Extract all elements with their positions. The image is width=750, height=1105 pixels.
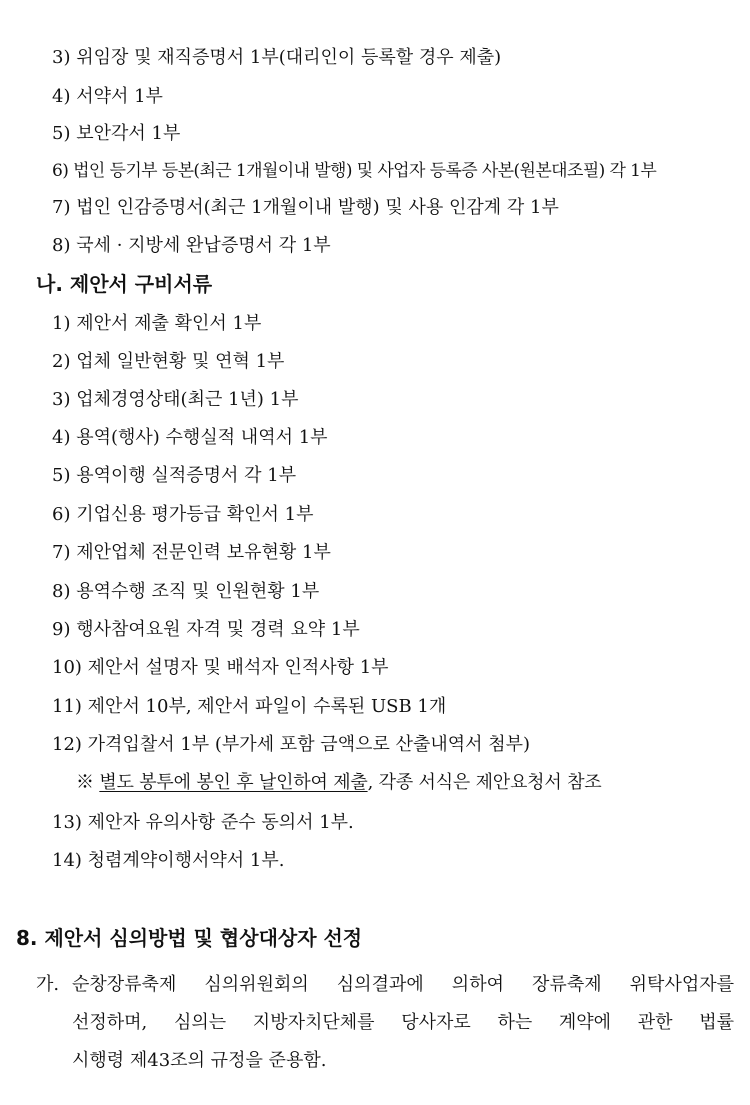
list-item xyxy=(52,580,319,604)
item-number: 4) xyxy=(52,427,71,448)
list-item xyxy=(52,312,261,336)
note-rest-text: , 각종 서식은 제안요청서 참조 xyxy=(367,772,602,793)
paragraph-label: 가. xyxy=(36,974,60,995)
list-item xyxy=(52,849,284,873)
section-heading: 나. 제안서 구비서류 xyxy=(36,272,213,296)
item-text: 행사참여요원 자격 및 경력 요약 1부 xyxy=(76,619,360,640)
section-heading: 8. 제안서 심의방법 및 협상대상자 선정 xyxy=(16,926,363,950)
note-mark: ※ xyxy=(76,772,94,793)
item-number: 8) xyxy=(52,235,71,256)
list-item xyxy=(52,695,446,719)
item-number: 9) xyxy=(52,619,71,640)
list-item xyxy=(52,656,389,680)
list-item xyxy=(52,733,530,757)
item-text: 가격입찰서 1부 (부가세 포함 금액으로 산출내역서 첨부) xyxy=(87,734,531,755)
item-number: 5) xyxy=(52,123,71,144)
item-text: 용역이행 실적증명서 각 1부 xyxy=(76,465,297,486)
item-text: 제안업체 전문인력 보유현황 1부 xyxy=(76,542,331,563)
item-text: 법인 인감증명서(최근 1개월이내 발행) 및 사용 인감계 각 1부 xyxy=(76,197,559,218)
list-item xyxy=(52,426,328,450)
item-text: 용역(행사) 수행실적 내역서 1부 xyxy=(76,427,328,448)
item-text: 법인 등기부 등본(최근 1개월이내 발행) 및 사업자 등록증 사본(원본대조필) 각 1부 xyxy=(73,161,657,181)
item-number: 5) xyxy=(52,465,71,486)
paragraph-line: 가. 순창장류축제 심의위원회의 심의결과에 의하여 장류축제 위탁사업자를 xyxy=(36,966,734,1004)
list-item xyxy=(52,122,180,146)
item-text: 업체경영상태(최근 1년) 1부 xyxy=(76,389,299,410)
item-number: 2) xyxy=(52,351,71,372)
item-text: 용역수행 조직 및 인원현황 1부 xyxy=(76,581,320,602)
item-number: 8) xyxy=(52,581,71,602)
item-number: 11) xyxy=(52,696,82,717)
list-item xyxy=(52,234,331,258)
note-line xyxy=(76,771,601,795)
list-item xyxy=(52,350,284,374)
item-text: 서약서 1부 xyxy=(76,86,163,107)
item-text: 청렴계약이행서약서 1부. xyxy=(87,850,285,871)
item-text: 제안서 제출 확인서 1부 xyxy=(76,313,262,334)
item-number: 6) xyxy=(52,504,71,525)
item-text: 제안서 10부, 제안서 파일이 수록된 USB 1개 xyxy=(87,696,447,717)
item-number: 13) xyxy=(52,812,82,833)
list-item xyxy=(52,618,360,642)
item-number: 3) xyxy=(52,47,71,68)
list-item xyxy=(52,159,656,183)
item-number: 7) xyxy=(52,542,71,563)
item-text: 위임장 및 재직증명서 1부(대리인이 등록할 경우 제출) xyxy=(76,47,502,68)
item-number: 7) xyxy=(52,197,71,218)
list-item xyxy=(52,503,314,527)
item-text: 국세 · 지방세 완납증명서 각 1부 xyxy=(76,235,331,256)
item-text: 제안자 유의사항 준수 동의서 1부. xyxy=(87,812,354,833)
item-number: 1) xyxy=(52,313,71,334)
item-text: 제안서 설명자 및 배석자 인적사항 1부 xyxy=(87,657,389,678)
item-number: 6) xyxy=(52,161,69,181)
item-number: 14) xyxy=(52,850,82,871)
item-number: 10) xyxy=(52,657,82,678)
paragraph xyxy=(36,966,734,1080)
item-text: 보안각서 1부 xyxy=(76,123,181,144)
list-item xyxy=(52,388,299,412)
paragraph-line: 시행령 제43조의 규정을 준용함. xyxy=(72,1050,327,1071)
item-text: 기업신용 평가등급 확인서 1부 xyxy=(76,504,314,525)
list-item xyxy=(52,541,331,565)
list-item xyxy=(52,196,559,220)
list-item xyxy=(52,46,501,70)
note-underlined-text: 별도 봉투에 봉인 후 날인하여 제출 xyxy=(99,772,368,793)
item-number: 4) xyxy=(52,86,71,107)
item-number: 3) xyxy=(52,389,71,410)
list-item xyxy=(52,811,354,835)
paragraph-line: 선정하며, 심의는 지방자치단체를 당사자로 하는 계약에 관한 법률 xyxy=(72,1012,734,1033)
item-text: 업체 일반현황 및 연혁 1부 xyxy=(76,351,285,372)
list-item xyxy=(52,85,163,109)
list-item xyxy=(52,464,296,488)
item-number: 12) xyxy=(52,734,82,755)
